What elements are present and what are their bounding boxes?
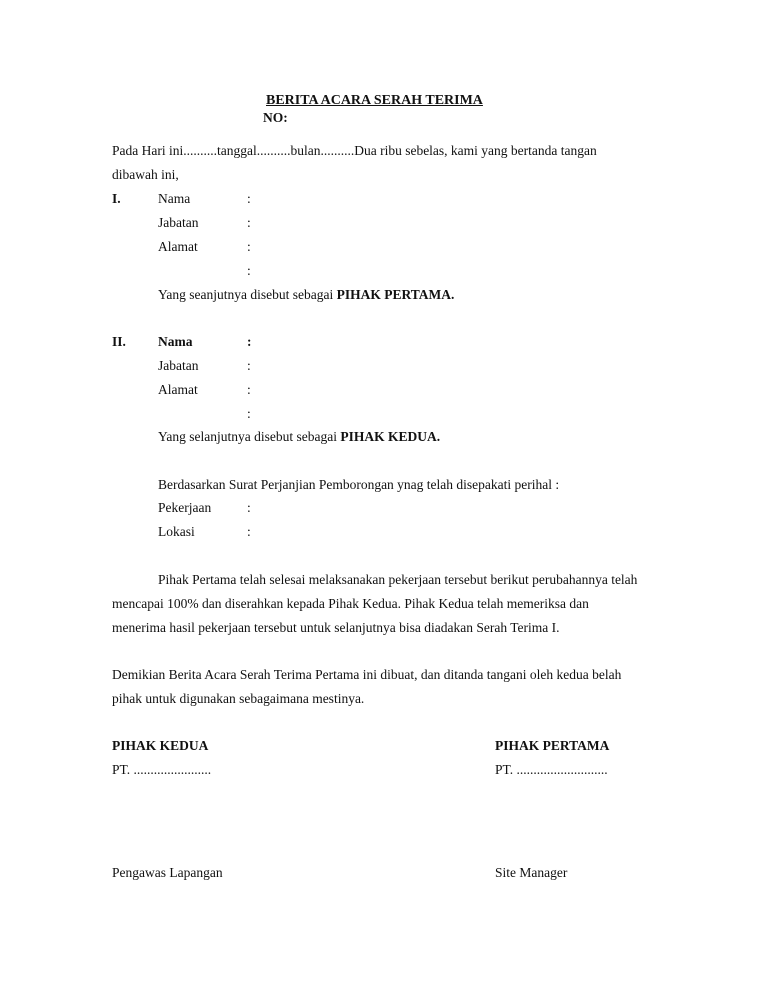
party-2-field-label: Alamat: [158, 382, 198, 397]
party-2-numeral: II.: [112, 334, 126, 349]
intro-line-2: dibawah ini,: [112, 167, 179, 182]
signature-right-position: Site Manager: [495, 865, 568, 880]
party-2-field-colon: :: [247, 358, 251, 373]
party-1-field-label: Jabatan: [158, 215, 199, 230]
party-2-role: PIHAK KEDUA.: [340, 429, 441, 444]
party-1-field-colon: :: [247, 239, 251, 254]
body-paragraph-line-1: Pihak Pertama telah selesai melaksanakan pekerjaan tersebut berikut perubahannya telah: [158, 572, 638, 587]
party-1-field-colon: :: [247, 263, 251, 278]
closing-line-1: Demikian Berita Acara Serah Terima Pertama ini dibuat, dan ditanda tangani oleh kedua belah: [112, 667, 622, 682]
body-paragraph-line-2: mencapai 100% dan diserahkan kepada Pihak Kedua. Pihak Kedua telah memeriksa dan: [112, 596, 589, 611]
body-paragraph-line-3: menerima hasil pekerjaan tersebut untuk selanjutnya bisa diadakan Serah Terima I.: [112, 620, 560, 635]
party-2-statement-prefix: Yang selanjutnya disebut sebagai: [158, 429, 341, 444]
signature-left-company: PT. .......................: [112, 762, 212, 777]
party-2-field-colon: :: [247, 382, 251, 397]
party-2-field-colon: :: [247, 406, 251, 421]
signature-right-role: PIHAK PERTAMA: [495, 738, 610, 753]
party-1-numeral: I.: [112, 191, 121, 206]
intro-line-1: Pada Hari ini..........tanggal..........bulan..........Dua ribu sebelas, kami yang bertanda tangan: [112, 143, 597, 158]
party-1-field-colon: :: [247, 215, 251, 230]
signature-left-position: Pengawas Lapangan: [112, 865, 223, 880]
document-title: BERITA ACARA SERAH TERIMA: [266, 93, 483, 108]
party-1-field-colon: :: [247, 191, 251, 206]
party-1-field-label: Nama: [158, 191, 191, 206]
party-2-statement: [158, 428, 440, 445]
agreement-field-colon: :: [247, 524, 251, 539]
signature-right-company: PT. ...........................: [495, 762, 608, 777]
closing-line-2: pihak untuk digunakan sebagaimana mestinya.: [112, 691, 365, 706]
party-1-statement: [158, 286, 454, 303]
party-2-field-label: Nama: [158, 334, 193, 349]
party-2-field-label: Jabatan: [158, 358, 199, 373]
agreement-line: Berdasarkan Surat Perjanjian Pemborongan ynag telah disepakati perihal :: [158, 477, 560, 492]
party-1-role: PIHAK PERTAMA.: [336, 287, 455, 302]
document-number-label: NO:: [263, 110, 288, 125]
party-2-field-colon: :: [247, 334, 252, 349]
party-1-statement-prefix: Yang seanjutnya disebut sebagai: [158, 287, 337, 302]
signature-left-role: PIHAK KEDUA: [112, 738, 209, 753]
agreement-field-label: Lokasi: [158, 524, 195, 539]
party-1-field-label: Alamat: [158, 239, 198, 254]
agreement-field-colon: :: [247, 500, 251, 515]
agreement-field-label: Pekerjaan: [158, 500, 212, 515]
